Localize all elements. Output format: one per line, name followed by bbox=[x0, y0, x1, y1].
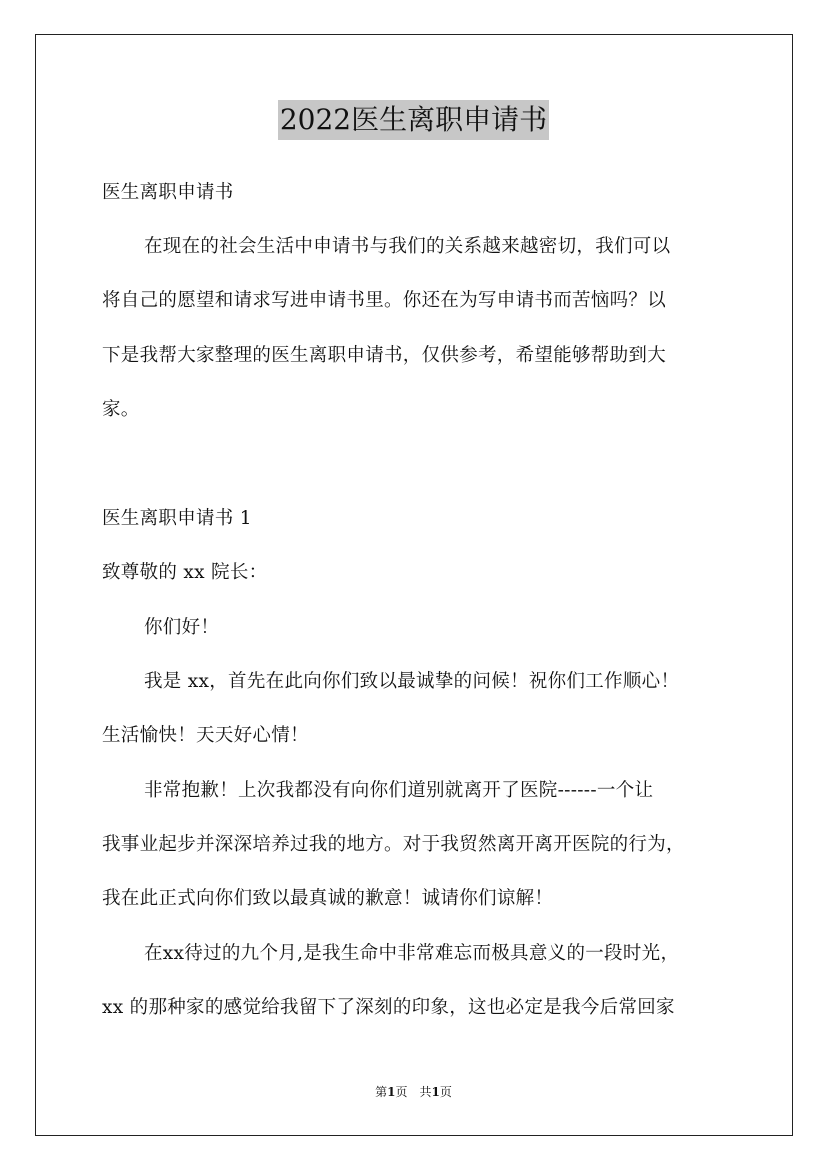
salutation-line: 致尊敬的 xx 院长： bbox=[102, 562, 268, 583]
section-heading: 医生离职申请书 1 bbox=[102, 508, 252, 529]
paragraph-line: 我事业起步并深深培养过我的地方。对于我贸然离开离开医院的行为， bbox=[102, 834, 685, 855]
paragraph-line: 我是 xx，首先在此向你们致以最诚挚的问候！祝你们工作顺心！ bbox=[144, 671, 680, 692]
paragraph-line: xx 的那种家的感觉给我留下了深刻的印象，这也必定是我今后常回家 bbox=[102, 997, 675, 1018]
paragraph-line: 家。 bbox=[102, 399, 140, 420]
paragraph-line: 下是我帮大家整理的医生离职申请书，仅供参考，希望能够帮助到大 bbox=[102, 345, 667, 366]
footer-mid: 页 共 bbox=[395, 1085, 432, 1099]
paragraph-line: 我在此正式向你们致以最真诚的歉意！诚请你们谅解！ bbox=[102, 888, 554, 909]
footer-prefix: 第 bbox=[375, 1085, 388, 1099]
paragraph-line: 非常抱歉！上次我都没有向你们道别就离开了医院------一个让 bbox=[144, 780, 654, 801]
heading-line: 医生离职申请书 bbox=[102, 182, 234, 203]
footer-page-total: 1 bbox=[431, 1085, 440, 1099]
paragraph-line: 在xx待过的九个月,是我生命中非常难忘而极具意义的一段时光， bbox=[144, 943, 680, 964]
paragraph-line: 在现在的社会生活中申请书与我们的关系越来越密切，我们可以 bbox=[144, 236, 671, 257]
footer-page-number: 1 bbox=[387, 1085, 396, 1099]
title-container bbox=[0, 100, 827, 140]
greeting-line: 你们好！ bbox=[144, 617, 220, 638]
footer-suffix: 页 bbox=[439, 1085, 452, 1099]
page-footer bbox=[0, 1083, 827, 1100]
paragraph-line: 将自己的愿望和请求写进申请书里。你还在为写申请书而苦恼吗？以 bbox=[102, 290, 667, 311]
paragraph-line: 生活愉快！天天好心情！ bbox=[102, 725, 309, 746]
document-title: 2022医生离职申请书 bbox=[278, 100, 549, 140]
